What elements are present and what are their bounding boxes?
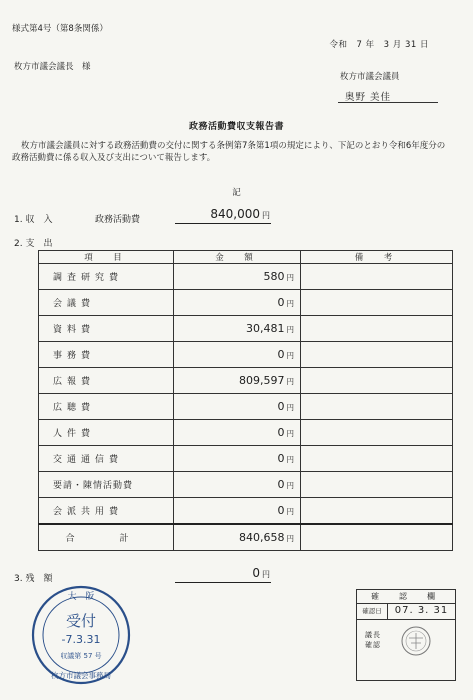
expense-note <box>301 394 453 420</box>
total-row <box>39 524 453 551</box>
balance-label: 3. 残 額 <box>14 574 53 584</box>
reception-stamp <box>30 584 132 686</box>
expense-amount: 0 <box>277 426 285 439</box>
expense-row <box>39 290 453 316</box>
income-item: 政務活動費 <box>95 215 141 225</box>
expense-item: 資料費 <box>39 316 174 342</box>
expense-amount: 0 <box>277 348 285 361</box>
expense-row <box>39 368 453 394</box>
expense-yen: 円 <box>286 273 294 282</box>
expense-amount: 809,597 <box>239 374 285 387</box>
expense-amount-cell <box>174 368 301 394</box>
expense-row <box>39 316 453 342</box>
expense-item: 調査研究費 <box>39 264 174 290</box>
expense-row <box>39 498 453 525</box>
expense-item: 会議費 <box>39 290 174 316</box>
expense-label: 2. 支 出 <box>14 239 53 249</box>
stamp-top-text: 大 阪 <box>67 592 95 602</box>
ki-heading: 記 <box>232 188 241 198</box>
form-number: 様式第4号（第8条関係） <box>12 24 108 34</box>
expense-yen: 円 <box>286 299 294 308</box>
stamp-bottom-text: 枚方市議会事務局 <box>51 671 111 680</box>
expense-row <box>39 342 453 368</box>
expense-amount: 0 <box>277 478 285 491</box>
body-paragraph: 枚方市議会議員に対する政務活動費の交付に関する条例第7条第1項の規定により、下記のとおり令和6年度分の政務活動費に係る収入及び支出について報告します。 <box>12 141 446 163</box>
addressee: 枚方市議会議長 様 <box>14 62 91 72</box>
expense-note <box>301 420 453 446</box>
expense-note <box>301 316 453 342</box>
expense-item: 広聴費 <box>39 394 174 420</box>
expense-item: 交通通信費 <box>39 446 174 472</box>
expense-amount-cell <box>174 342 301 368</box>
expense-yen: 円 <box>286 429 294 438</box>
expense-amount: 580 <box>263 270 285 283</box>
confirmation-date-label: 確認日 <box>357 603 388 620</box>
expense-yen: 円 <box>286 325 294 334</box>
expense-amount: 0 <box>277 400 285 413</box>
total-note <box>301 524 453 551</box>
total-label: 合 計 <box>39 524 174 551</box>
expense-item: 事務費 <box>39 342 174 368</box>
expense-yen: 円 <box>286 377 294 386</box>
total-amount: 840,658 <box>239 531 285 544</box>
expense-row <box>39 446 453 472</box>
expense-note <box>301 472 453 498</box>
expense-table <box>38 250 453 551</box>
expense-amount-cell <box>174 420 301 446</box>
expense-amount: 0 <box>277 452 285 465</box>
document-title: 政務活動費収支報告書 <box>188 122 284 132</box>
income-yen: 円 <box>262 211 270 220</box>
income-amount-cell <box>178 207 270 221</box>
expense-body <box>39 264 453 525</box>
report-date: 令和 7 年 3 月 31 日 <box>329 40 429 50</box>
expense-yen: 円 <box>286 481 294 490</box>
expense-item: 会派共用費 <box>39 498 174 525</box>
expense-item: 人件費 <box>39 420 174 446</box>
expense-note <box>301 368 453 394</box>
header-note: 備 考 <box>301 251 453 264</box>
expense-amount-cell <box>174 316 301 342</box>
balance-amount-cell <box>178 566 270 580</box>
stamp-center-text: 受付 <box>65 612 97 630</box>
income-underline <box>175 223 271 224</box>
expense-note <box>301 446 453 472</box>
expense-row <box>39 420 453 446</box>
expense-note <box>301 342 453 368</box>
expense-row <box>39 394 453 420</box>
total-amount-cell <box>174 524 301 551</box>
confirmation-date-value: 07. 3. 31 <box>388 603 455 620</box>
header-item: 項 目 <box>39 251 174 264</box>
expense-amount-cell <box>174 498 301 525</box>
expense-item: 広報費 <box>39 368 174 394</box>
income-amount: 840,000 <box>210 207 260 221</box>
sender-organization: 枚方市議会議員 <box>340 72 400 82</box>
expense-amount: 30,481 <box>246 322 285 335</box>
stamp-sub-text: 収議第 57 号 <box>60 652 102 660</box>
expense-amount-cell <box>174 472 301 498</box>
confirmation-header: 確 認 欄 <box>357 590 455 604</box>
expense-yen: 円 <box>286 403 294 412</box>
expense-yen: 円 <box>286 455 294 464</box>
expense-amount: 0 <box>277 296 285 309</box>
total-yen: 円 <box>286 534 294 543</box>
confirmation-role-label: 議長確認 <box>365 631 381 649</box>
expense-yen: 円 <box>286 507 294 516</box>
expense-item: 要請・陳情活動費 <box>39 472 174 498</box>
balance-amount: 0 <box>252 566 260 580</box>
balance-underline <box>175 582 271 583</box>
sender-underline <box>338 102 438 103</box>
confirmation-box <box>356 589 456 681</box>
income-label: 1. 収 入 <box>14 215 53 225</box>
expense-note <box>301 498 453 525</box>
expense-amount-cell <box>174 264 301 290</box>
expense-yen: 円 <box>286 351 294 360</box>
chairman-seal-icon <box>399 624 433 658</box>
expense-note <box>301 290 453 316</box>
expense-row <box>39 472 453 498</box>
expense-amount: 0 <box>277 504 285 517</box>
header-amount: 金 額 <box>174 251 301 264</box>
stamp-date-text: -7.3.31 <box>61 633 101 646</box>
balance-yen: 円 <box>262 570 270 579</box>
expense-header-row <box>39 251 453 264</box>
expense-note <box>301 264 453 290</box>
expense-amount-cell <box>174 446 301 472</box>
sender-name: 奥野 美佳 <box>345 92 392 103</box>
expense-amount-cell <box>174 290 301 316</box>
expense-row <box>39 264 453 290</box>
expense-amount-cell <box>174 394 301 420</box>
